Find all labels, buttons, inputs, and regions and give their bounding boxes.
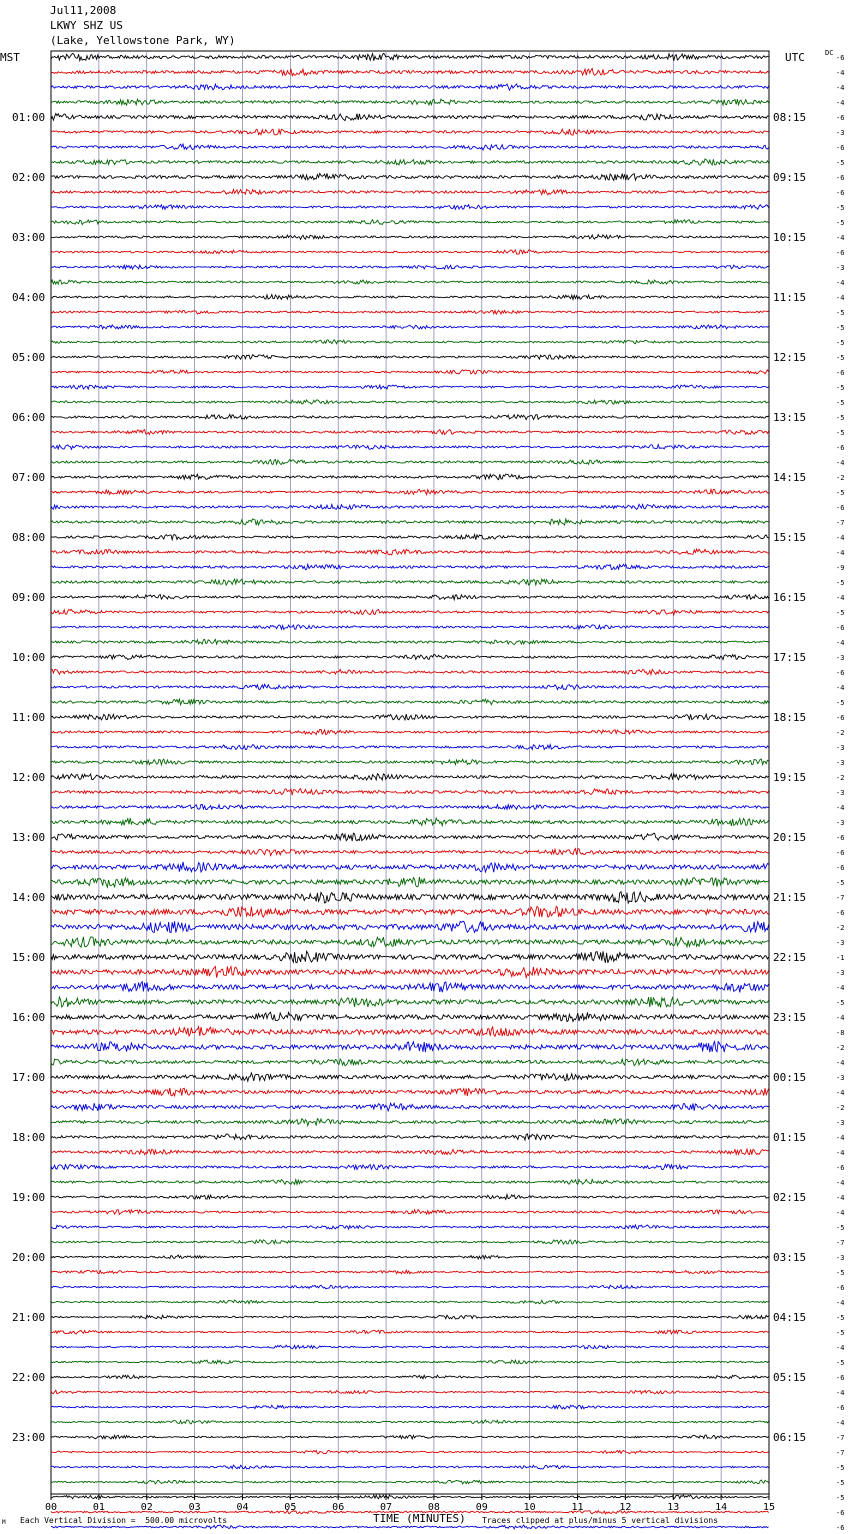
- trace-line: [51, 265, 769, 269]
- trace-line: [51, 1420, 769, 1424]
- hour-label-left: 16:00: [12, 1011, 46, 1024]
- trace-line: [51, 519, 769, 525]
- trace-scale-value: -7: [836, 894, 845, 902]
- hour-label-right: 11:15: [773, 291, 807, 304]
- trace-line: [51, 1390, 769, 1394]
- trace-scale-value: -5: [836, 354, 845, 362]
- trace-scale-value: -6: [836, 369, 845, 377]
- trace-scale-value: -3: [836, 1119, 845, 1127]
- trace-scale-value: -3: [836, 1254, 845, 1262]
- hour-label-right: 02:15: [773, 1191, 807, 1204]
- trace-scale-value: -5: [836, 399, 845, 407]
- trace-scale-value: -6: [836, 189, 845, 197]
- trace-scale-value: -5: [836, 489, 845, 497]
- hour-label-left: 22:00: [12, 1371, 46, 1384]
- trace-scale-value: -2: [836, 474, 845, 482]
- hour-label-right: 19:15: [773, 771, 807, 784]
- hour-label-left: 21:00: [12, 1311, 46, 1324]
- seismic-traces: [51, 53, 769, 1534]
- trace-scale-value: -2: [836, 924, 845, 932]
- trace-line: [51, 84, 769, 90]
- trace-line: [51, 280, 769, 284]
- x-tick-label: 04: [236, 1502, 249, 1513]
- trace-line: [51, 1149, 769, 1155]
- trace-line: [51, 669, 769, 674]
- trace-scale-value: -6: [836, 114, 845, 122]
- hour-label-right: 21:15: [773, 891, 807, 904]
- hour-label-left: 17:00: [12, 1071, 46, 1084]
- trace-line: [51, 1525, 769, 1529]
- trace-scale-value: -6: [836, 669, 845, 677]
- hour-label-right: 16:15: [773, 591, 807, 604]
- trace-scale-value: -4: [836, 234, 845, 242]
- x-tick-label: 11: [571, 1502, 584, 1513]
- trace-line: [51, 906, 769, 917]
- hour-label-right: 22:15: [773, 951, 807, 964]
- trace-scale-value: -5: [836, 159, 845, 167]
- hour-label-left: 03:00: [12, 231, 46, 244]
- clip-note: Traces clipped at plus/minus 5 vertical divisions: [482, 1516, 719, 1525]
- trace-line: [51, 68, 769, 75]
- right-timezone-label: UTC: [785, 51, 805, 64]
- trace-scale-value: -6: [836, 504, 845, 512]
- hour-label-right: 12:15: [773, 351, 807, 364]
- x-tick-label: 12: [619, 1502, 632, 1513]
- trace-line: [51, 1435, 769, 1439]
- trace-line: [51, 1119, 769, 1126]
- x-tick-label: 09: [475, 1502, 488, 1513]
- hour-label-right: 14:15: [773, 471, 807, 484]
- x-tick-label: 14: [715, 1502, 728, 1513]
- trace-line: [51, 921, 769, 932]
- trace-line: [51, 220, 769, 225]
- trace-scale-value: -3: [836, 939, 845, 947]
- x-axis-title: TIME (MINUTES): [373, 1512, 466, 1525]
- trace-line: [51, 1360, 769, 1364]
- x-tick-label: 13: [667, 1502, 680, 1513]
- trace-scale-value: -4: [836, 1194, 845, 1202]
- trace-scale-value: -3: [836, 129, 845, 137]
- trace-scale-value: -6: [836, 444, 845, 452]
- trace-line: [51, 1465, 769, 1469]
- trace-scale-value: -1: [836, 954, 845, 962]
- hour-label-right: 09:15: [773, 171, 807, 184]
- x-tick-label: 06: [332, 1502, 345, 1513]
- trace-scale-value: -4: [836, 1209, 845, 1217]
- trace-line: [51, 1405, 769, 1409]
- trace-line: [51, 1480, 769, 1484]
- x-tick-label: 10: [523, 1502, 536, 1513]
- hour-label-left: 05:00: [12, 351, 46, 364]
- trace-scale-value: -6: [836, 1524, 845, 1532]
- trace-scale-value: -7: [836, 1449, 845, 1457]
- left-timezone-label: MST: [0, 51, 20, 64]
- trace-scale-value: -5: [836, 309, 845, 317]
- hour-label-right: 01:15: [773, 1131, 807, 1144]
- trace-line: [51, 99, 769, 105]
- x-tick-label: 07: [380, 1502, 393, 1513]
- trace-scale-value: -4: [836, 1089, 845, 1097]
- trace-line: [51, 1012, 769, 1021]
- trace-line: [51, 1179, 769, 1184]
- trace-line: [51, 877, 769, 887]
- trace-scale-value: -8: [836, 1029, 845, 1037]
- trace-scale-value: -6: [836, 624, 845, 632]
- scale-note: Each Vertical Division = 500.00 microvolts: [20, 1516, 228, 1525]
- hour-label-left: 01:00: [12, 111, 46, 124]
- trace-line: [51, 997, 769, 1007]
- trace-scale-value: -3: [836, 744, 845, 752]
- trace-scale-value: -6: [836, 864, 845, 872]
- trace-scale-value: -7: [836, 519, 845, 527]
- hour-label-left: 11:00: [12, 711, 46, 724]
- trace-line: [51, 549, 769, 555]
- trace-line: [51, 173, 769, 180]
- trace-line: [51, 654, 769, 659]
- hour-label-left: 18:00: [12, 1131, 46, 1144]
- trace-scale-value: -5: [836, 1494, 845, 1502]
- hour-label-right: 20:15: [773, 831, 807, 844]
- trace-scale-value: -4: [836, 1299, 845, 1307]
- trace-scale-value: -4: [836, 294, 845, 302]
- trace-line: [51, 1088, 769, 1096]
- trace-scale-value: -5: [836, 324, 845, 332]
- trace-line: [51, 774, 769, 780]
- trace-line: [51, 144, 769, 150]
- trace-line: [51, 1134, 769, 1140]
- trace-line: [51, 862, 769, 872]
- trace-line: [51, 937, 769, 947]
- trace-line: [51, 1270, 769, 1274]
- trace-line: [51, 982, 769, 993]
- station-location: (Lake, Yellowstone Park, WY): [50, 34, 236, 47]
- trace-scale-value: -5: [836, 1329, 845, 1337]
- trace-scale-value: -4: [836, 279, 845, 287]
- trace-line: [51, 730, 769, 735]
- hour-label-right: 08:15: [773, 111, 807, 124]
- hour-label-left: 10:00: [12, 651, 46, 664]
- trace-line: [51, 1210, 769, 1215]
- hour-label-right: 06:15: [773, 1431, 807, 1444]
- trace-line: [51, 1330, 769, 1334]
- trace-line: [51, 818, 769, 826]
- trace-scale-value: -6: [836, 834, 845, 842]
- trace-scale-value: -5: [836, 204, 845, 212]
- trace-scale-value: -6: [836, 849, 845, 857]
- hour-label-right: 17:15: [773, 651, 807, 664]
- trace-line: [51, 489, 769, 494]
- hour-label-left: 15:00: [12, 951, 46, 964]
- trace-line: [51, 1042, 769, 1053]
- trace-line: [51, 759, 769, 765]
- trace-line: [51, 1300, 769, 1304]
- station-code: LKWY SHZ US: [50, 19, 123, 32]
- trace-scale-value: -9: [836, 564, 845, 572]
- trace-scale-value: -4: [836, 1149, 845, 1157]
- trace-scale-value: -3: [836, 654, 845, 662]
- trace-line: [51, 235, 769, 240]
- trace-scale-value: -4: [836, 1389, 845, 1397]
- trace-line: [51, 459, 769, 464]
- trace-scale-value: -6: [836, 909, 845, 917]
- trace-scale-value: -6: [836, 144, 845, 152]
- hour-label-right: 03:15: [773, 1251, 807, 1264]
- trace-line: [51, 205, 769, 210]
- trace-line: [51, 609, 769, 614]
- trace-line: [51, 310, 769, 314]
- trace-line: [51, 1103, 769, 1111]
- trace-line: [51, 625, 769, 630]
- trace-scale-value: -4: [836, 1014, 845, 1022]
- trace-line: [51, 430, 769, 435]
- x-tick-label: 05: [284, 1502, 297, 1513]
- trace-scale-value: -5: [836, 1224, 845, 1232]
- trace-line: [51, 684, 769, 689]
- hour-label-right: 23:15: [773, 1011, 807, 1024]
- hour-label-right: 18:15: [773, 711, 807, 724]
- trace-line: [51, 355, 769, 360]
- trace-scale-value: -5: [836, 1359, 845, 1367]
- trace-line: [51, 159, 769, 165]
- x-tick-label: 00: [44, 1502, 58, 1513]
- hour-label-left: 14:00: [12, 891, 46, 904]
- trace-line: [51, 892, 769, 903]
- trace-line: [51, 564, 769, 569]
- trace-scale-value: -6: [836, 1509, 845, 1517]
- trace-line: [51, 53, 769, 60]
- trace-scale-value: -4: [836, 1134, 845, 1142]
- trace-scale-value: -2: [836, 1104, 845, 1112]
- trace-scale-value: -7: [836, 1239, 845, 1247]
- hour-label-right: 04:15: [773, 1311, 807, 1324]
- trace-scale-value: -7: [836, 1434, 845, 1442]
- trace-line: [51, 639, 769, 644]
- x-tick-label: 03: [188, 1502, 201, 1513]
- hour-label-right: 15:15: [773, 531, 807, 544]
- trace-line: [51, 1059, 769, 1066]
- hour-label-left: 04:00: [12, 291, 46, 304]
- trace-line: [51, 535, 769, 540]
- hour-label-left: 06:00: [12, 411, 46, 424]
- trace-line: [51, 849, 769, 856]
- trace-line: [51, 745, 769, 750]
- trace-scale-value: -5: [836, 1464, 845, 1472]
- trace-line: [51, 1073, 769, 1081]
- trace-scale-value: -5: [836, 999, 845, 1007]
- trace-line: [51, 805, 769, 810]
- trace-scale-value: -5: [836, 879, 845, 887]
- trace-scale-value: -4: [836, 1344, 845, 1352]
- trace-scale-value: -6: [836, 174, 845, 182]
- trace-scale-value: -4: [836, 534, 845, 542]
- trace-line: [51, 1345, 769, 1349]
- trace-scale-value: -2: [836, 774, 845, 782]
- trace-scale-value: -3: [836, 759, 845, 767]
- hour-label-left: 07:00: [12, 471, 46, 484]
- dc-label: DC: [825, 49, 834, 57]
- trace-line: [51, 714, 769, 720]
- trace-line: [51, 129, 769, 135]
- trace-line: [51, 250, 769, 254]
- trace-line: [51, 1255, 769, 1259]
- record-date: Jul11,2008: [50, 4, 117, 17]
- trace-line: [51, 1225, 769, 1229]
- trace-scale-value: -4: [836, 594, 845, 602]
- trace-line: [51, 789, 769, 796]
- trace-scale-value: -5: [836, 579, 845, 587]
- trace-scale-value: -4: [836, 459, 845, 467]
- hour-label-left: 19:00: [12, 1191, 46, 1204]
- trace-scale-value: -5: [836, 219, 845, 227]
- trace-line: [51, 699, 769, 705]
- trace-scale-value: -4: [836, 804, 845, 812]
- trace-scale-value: -4: [836, 84, 845, 92]
- hour-label-left: 12:00: [12, 771, 46, 784]
- trace-scale-value: -5: [836, 1479, 845, 1487]
- trace-line: [51, 966, 769, 977]
- x-tick-label: 01: [92, 1502, 105, 1513]
- trace-line: [51, 370, 769, 374]
- trace-scale-value: -5: [836, 339, 845, 347]
- trace-line: [51, 1495, 769, 1499]
- hour-label-left: 23:00: [12, 1431, 46, 1444]
- trace-line: [51, 400, 769, 404]
- trace-line: [51, 189, 769, 195]
- trace-scale-value: -4: [836, 69, 845, 77]
- trace-line: [51, 445, 769, 450]
- trace-scale-value: -5: [836, 414, 845, 422]
- hour-label-right: 00:15: [773, 1071, 807, 1084]
- trace-scale-value: -2: [836, 729, 845, 737]
- trace-line: [51, 114, 769, 121]
- trace-line: [51, 385, 769, 389]
- trace-scale-value: -6: [836, 54, 845, 62]
- trace-scale-value: -6: [836, 1374, 845, 1382]
- trace-scale-value: -4: [836, 1179, 845, 1187]
- hour-label-right: 05:15: [773, 1371, 807, 1384]
- trace-scale-value: -3: [836, 264, 845, 272]
- x-tick-label: 15: [762, 1502, 776, 1513]
- hour-label-right: 13:15: [773, 411, 807, 424]
- trace-scale-value: -6: [836, 1404, 845, 1412]
- trace-line: [51, 1240, 769, 1244]
- hour-label-left: 02:00: [12, 171, 46, 184]
- corner-mark: M: [2, 1519, 6, 1526]
- trace-scale-value: -6: [836, 249, 845, 257]
- trace-scale-value: -2: [836, 1044, 845, 1052]
- x-tick-label: 02: [140, 1502, 153, 1513]
- trace-line: [51, 1315, 769, 1319]
- x-tick-label: 08: [427, 1502, 440, 1513]
- trace-scale-value: -3: [836, 969, 845, 977]
- trace-line: [51, 1026, 769, 1036]
- trace-scale-value: -6: [836, 714, 845, 722]
- trace-scale-value: -5: [836, 699, 845, 707]
- trace-line: [51, 504, 769, 509]
- trace-scale-value: -4: [836, 1419, 845, 1427]
- trace-line: [51, 1375, 769, 1379]
- hour-label-left: 09:00: [12, 591, 46, 604]
- trace-scale-value: -5: [836, 1269, 845, 1277]
- trace-line: [51, 1195, 769, 1200]
- hour-label-left: 20:00: [12, 1251, 46, 1264]
- trace-scale-value: -4: [836, 1059, 845, 1067]
- trace-line: [51, 951, 769, 963]
- trace-scale-value: -5: [836, 384, 845, 392]
- trace-line: [51, 595, 769, 600]
- trace-line: [51, 1450, 769, 1453]
- trace-line: [51, 833, 769, 841]
- trace-scale-value: -4: [836, 99, 845, 107]
- hour-label-left: 13:00: [12, 831, 46, 844]
- hour-label-left: 08:00: [12, 531, 46, 544]
- trace-line: [51, 295, 769, 300]
- trace-scale-value: -3: [836, 819, 845, 827]
- trace-scale-value: -3: [836, 1074, 845, 1082]
- trace-scale-value: -5: [836, 609, 845, 617]
- trace-scale-value: -4: [836, 639, 845, 647]
- trace-line: [51, 325, 769, 329]
- trace-scale-value: -6: [836, 1164, 845, 1172]
- hour-labels: [12, 54, 844, 1534]
- trace-scale-value: -4: [836, 684, 845, 692]
- trace-line: [51, 474, 769, 480]
- trace-line: [51, 414, 769, 419]
- trace-scale-value: -3: [836, 789, 845, 797]
- hour-label-right: 10:15: [773, 231, 807, 244]
- trace-line: [51, 1164, 769, 1169]
- trace-line: [51, 1285, 769, 1289]
- trace-line: [51, 579, 769, 585]
- trace-scale-value: -5: [836, 1314, 845, 1322]
- trace-scale-value: -6: [836, 1284, 845, 1292]
- trace-scale-value: -4: [836, 549, 845, 557]
- trace-scale-value: -5: [836, 429, 845, 437]
- trace-line: [51, 340, 769, 344]
- trace-scale-value: -4: [836, 984, 845, 992]
